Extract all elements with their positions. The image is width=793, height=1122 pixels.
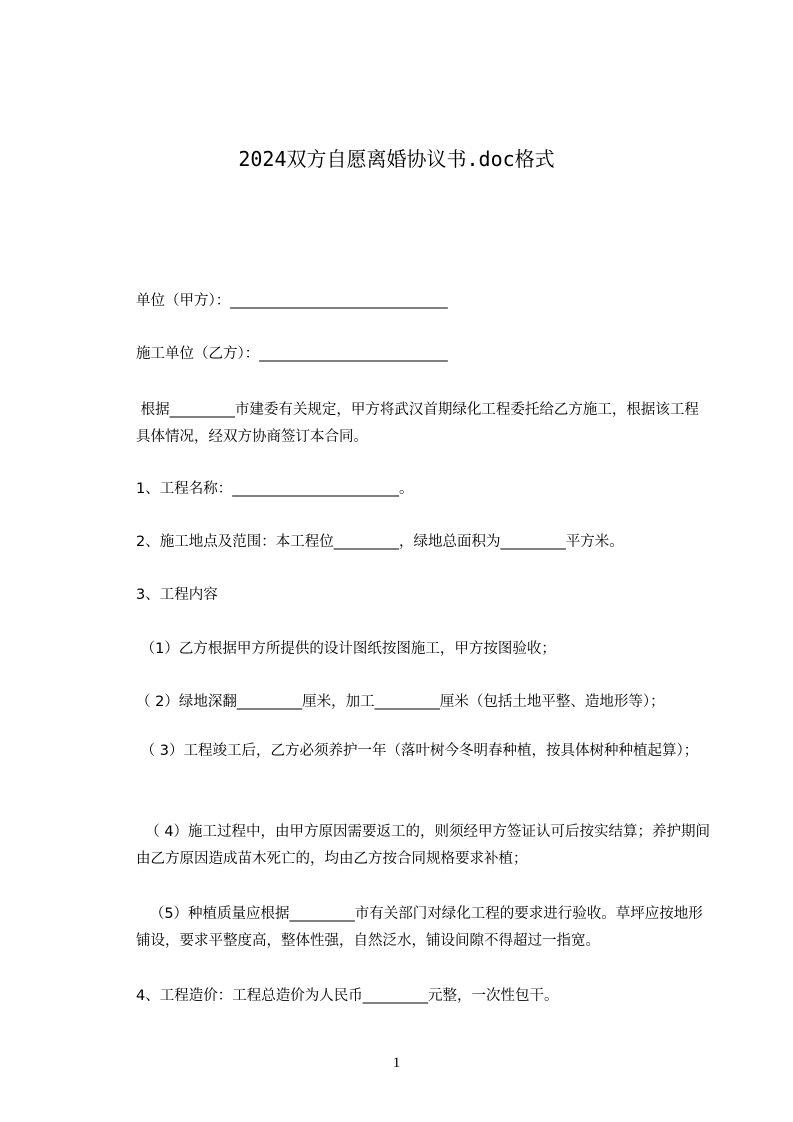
clause-3-item-4: （ 4）施工过程中，由甲方原因需要返工的，则须经甲方签证认可后按实结算；养护期间由乙方原因造成苗木死亡的，均由乙方按合同规格要求补植； xyxy=(136,824,711,867)
page-number: 1 xyxy=(392,1055,401,1071)
clause-1-project-name: 1、工程名称：_______________________。 xyxy=(136,481,414,497)
party-a-line: 单位（甲方）：______________________________ xyxy=(136,293,448,309)
clause-3-item-1: （1）乙方根据甲方所提供的设计图纸按图施工，甲方按图验收； xyxy=(136,641,556,657)
document-title: 2024双方自愿离婚协议书.doc格式 xyxy=(238,147,555,171)
clause-4-price: 4、工程造价：工程总造价为人民币_________元整，一次性包干。 xyxy=(136,988,559,1004)
clause-3-heading: 3、工程内容 xyxy=(136,587,218,603)
party-b-line: 施工单位（乙方）：__________________________ xyxy=(136,346,448,362)
clause-3-item-5: （5）种植质量应根据_________市有关部门对绿化工程的要求进行验收。草坪应按地形铺设，要求平整度高，整体性强，自然泛水，铺设间隙不得超过一指宽。 xyxy=(136,906,703,949)
clause-3-item-3: （ 3）工程竣工后，乙方必须养护一年（落叶树今冬明春种植，按具体树种种植起算）； xyxy=(136,743,699,759)
clause-2-location: 2、施工地点及范围：本工程位_________，绿地总面积为_________平方米。 xyxy=(136,534,624,550)
clause-3-item-2: （ 2）绿地深翻_________厘米，加工_________厘米（包括土地平整、造地形等）； xyxy=(136,694,665,710)
intro-paragraph: 根据_________市建委有关规定，甲方将武汉首期绿化工程委托给乙方施工，根据该工程具体情况，经双方协商签订本合同。 xyxy=(136,402,699,445)
